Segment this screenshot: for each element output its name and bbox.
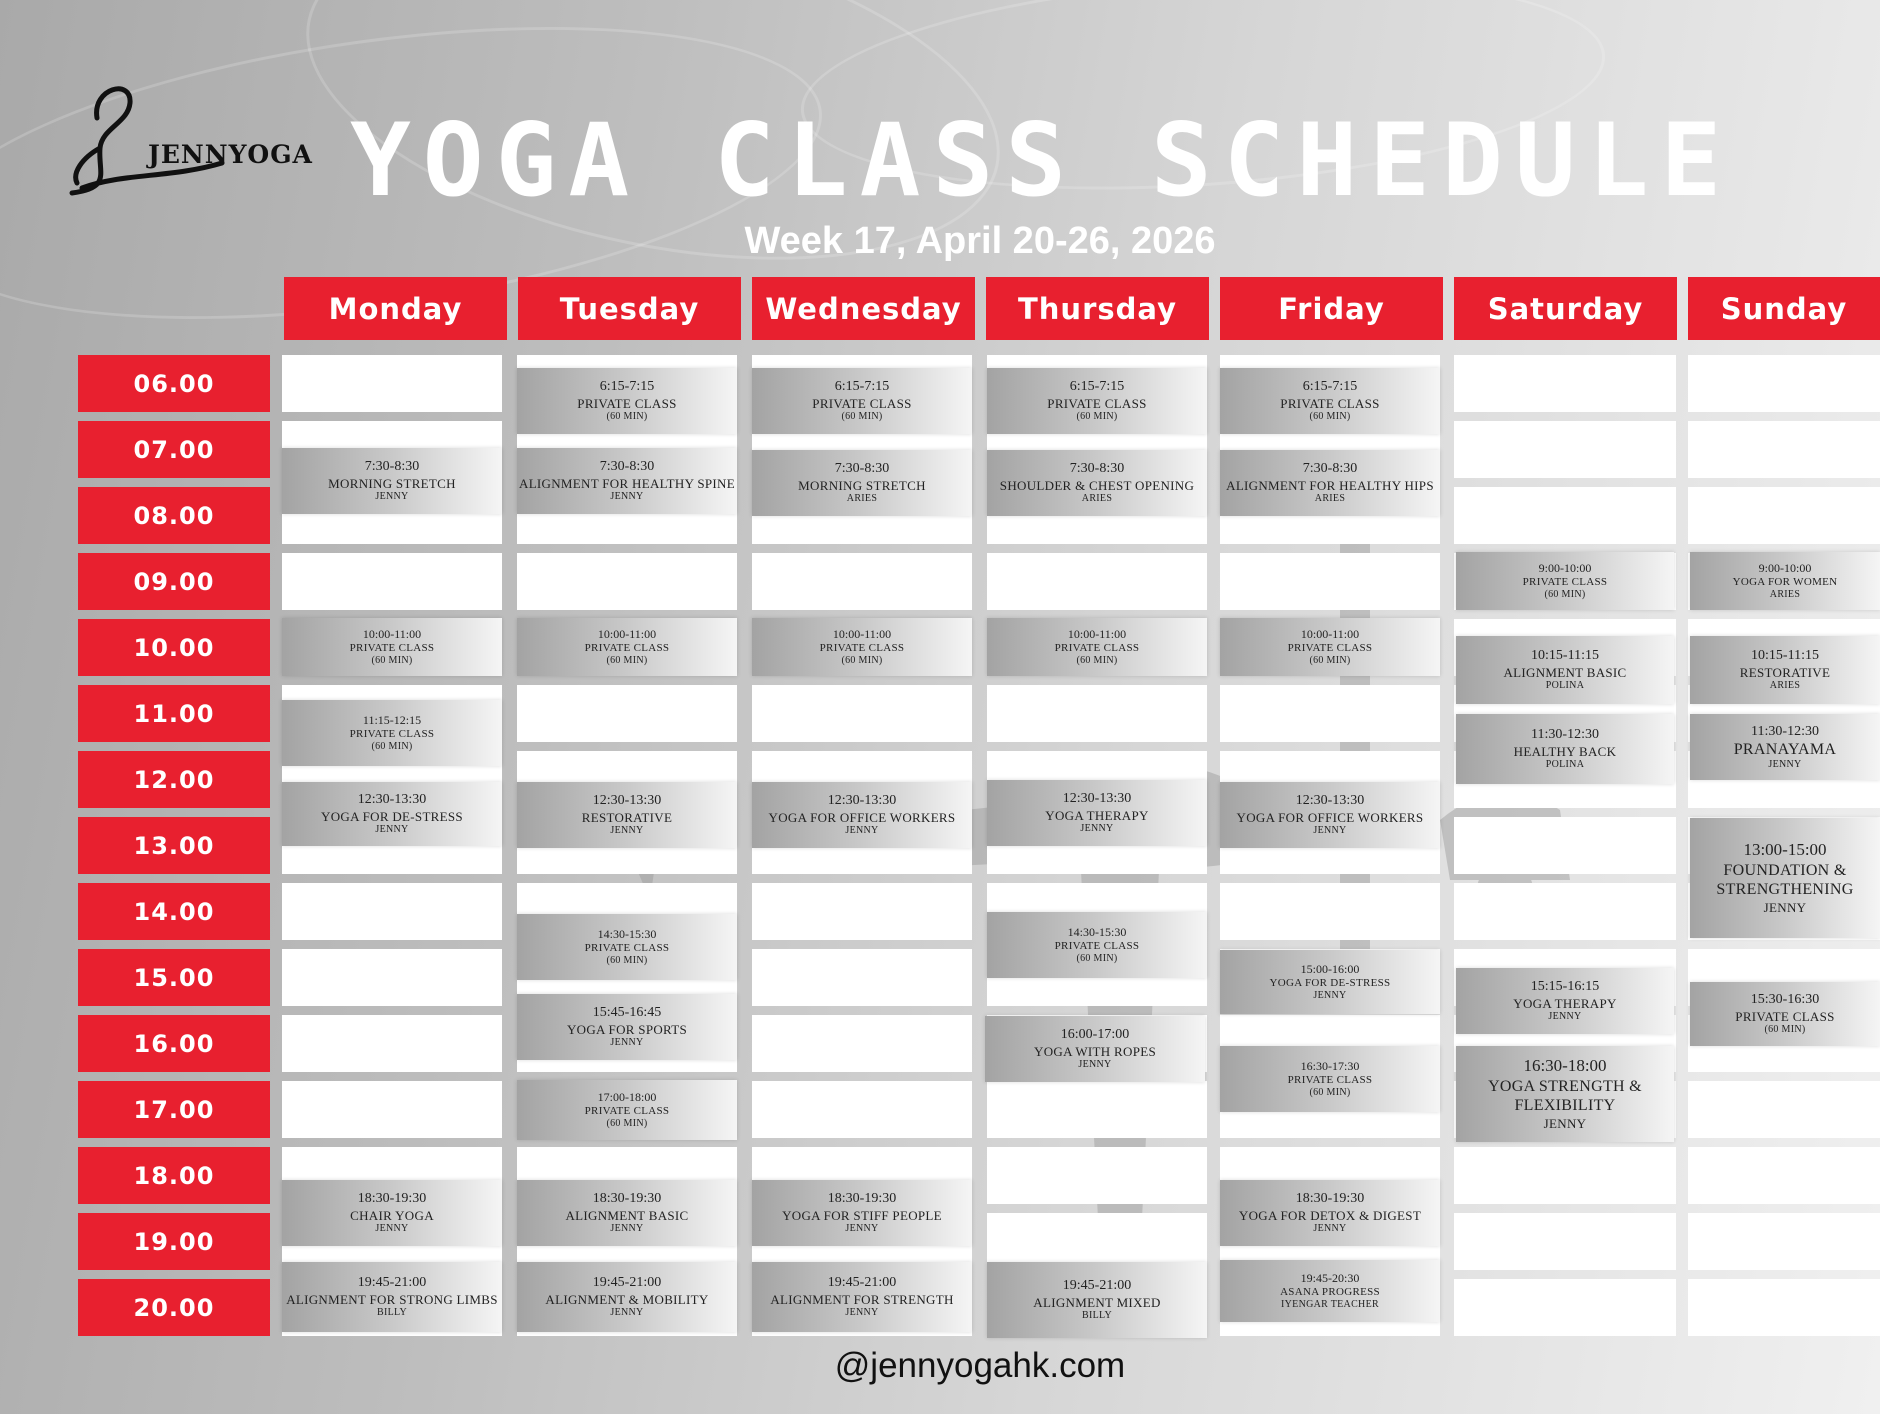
empty-slot [1688, 487, 1880, 544]
class-info: (60 MIN) [1076, 952, 1118, 964]
class-info: (60 MIN) [1764, 1024, 1806, 1036]
time-label: 20.00 [78, 1279, 270, 1336]
time-label: 07.00 [78, 421, 270, 478]
class-time: 14:30-15:30 [1067, 924, 1127, 939]
class-info: JENNY [1080, 823, 1114, 835]
class-block[interactable] [752, 1180, 972, 1246]
class-info: JENNY [1543, 1115, 1587, 1131]
time-label: 08.00 [78, 487, 270, 544]
class-name: ALIGNMENT FOR HEALTHY HIPS [1226, 477, 1434, 493]
class-block[interactable] [752, 618, 972, 676]
class-name: YOGA FOR SPORTS [566, 1021, 688, 1037]
class-block[interactable] [517, 448, 737, 514]
class-time: 10:00-11:00 [597, 626, 657, 641]
day-header-wednesday: Wednesday [752, 277, 975, 340]
empty-slot [1220, 883, 1440, 940]
class-time: 19:45-21:00 [592, 1275, 662, 1291]
class-time: 12:30-13:30 [357, 792, 427, 808]
class-block[interactable] [752, 368, 972, 434]
class-info: (60 MIN) [1076, 411, 1118, 423]
empty-slot [1454, 1147, 1676, 1204]
class-name: ALIGNMENT FOR HEALTHY SPINE [519, 475, 735, 491]
empty-slot [1220, 685, 1440, 742]
class-block[interactable] [1220, 1260, 1440, 1322]
class-name: YOGA STRENGTH & FLEXIBILITY [1488, 1077, 1642, 1115]
time-label: 19.00 [78, 1213, 270, 1270]
class-info: (60 MIN) [371, 740, 413, 752]
class-info: (60 MIN) [841, 411, 883, 423]
class-info: POLINA [1545, 759, 1585, 771]
class-block[interactable] [752, 1262, 972, 1332]
class-time: 10:15-11:15 [1751, 648, 1819, 664]
class-info: JENNY [1768, 759, 1802, 771]
jennyoga-logo [52, 78, 313, 208]
time-label: 06.00 [78, 355, 270, 412]
empty-slot [1688, 355, 1880, 412]
class-name: ALIGNMENT FOR STRENGTH [770, 1291, 954, 1307]
class-info: JENNY [1078, 1059, 1112, 1071]
class-info: BILLY [1082, 1310, 1112, 1322]
class-name: HEALTHY BACK [1513, 743, 1617, 759]
class-name: PRIVATE CLASS [584, 641, 670, 654]
class-info: (60 MIN) [606, 411, 648, 423]
class-time: 15:15-16:15 [1530, 979, 1600, 995]
class-name: ALIGNMENT FOR STRONG LIMBS [286, 1291, 498, 1307]
empty-slot [1454, 883, 1676, 940]
class-block[interactable] [1220, 782, 1440, 848]
class-name: PRIVATE CLASS [1287, 641, 1373, 654]
class-name: RESTORATIVE [1739, 664, 1831, 680]
class-time: 18:30-19:30 [827, 1191, 897, 1207]
class-info: (60 MIN) [606, 1117, 648, 1129]
empty-slot [1454, 1213, 1676, 1270]
time-label: 14.00 [78, 883, 270, 940]
class-info: (60 MIN) [841, 654, 883, 666]
class-time: 10:00-11:00 [1300, 626, 1360, 641]
empty-slot [1454, 817, 1676, 874]
class-info: JENNY [375, 1223, 409, 1235]
class-block[interactable] [1456, 552, 1674, 610]
class-block[interactable] [1456, 1046, 1674, 1142]
class-name: MORNING STRETCH [798, 477, 926, 493]
class-block[interactable] [987, 450, 1207, 516]
class-block[interactable] [282, 1180, 502, 1246]
empty-slot [1454, 1279, 1676, 1336]
class-name: PRANAYAMA [1733, 740, 1837, 758]
class-info: JENNY [610, 491, 644, 503]
class-block[interactable] [517, 618, 737, 676]
class-block[interactable] [1456, 714, 1674, 784]
empty-slot [987, 1147, 1207, 1204]
time-label: 10.00 [78, 619, 270, 676]
day-header-thursday: Thursday [986, 277, 1209, 340]
class-block[interactable] [1220, 950, 1440, 1014]
class-block[interactable] [1456, 968, 1674, 1034]
class-info: (60 MIN) [1309, 1086, 1351, 1098]
week-subtitle: Week 17, April 20-26, 2026 [744, 220, 1216, 262]
class-block[interactable] [1690, 818, 1880, 938]
class-time: 16:30-18:00 [1523, 1056, 1607, 1076]
class-info: JENNY [610, 1037, 644, 1049]
empty-slot [752, 949, 972, 1006]
class-time: 17:00-18:00 [597, 1089, 657, 1104]
class-block[interactable] [987, 368, 1207, 434]
class-name: PRIVATE CLASS [1054, 939, 1140, 952]
class-info: JENNY [1313, 1223, 1347, 1235]
time-label: 13.00 [78, 817, 270, 874]
footer-website[interactable]: @jennyogahk.com [834, 1346, 1126, 1385]
class-info: JENNY [375, 824, 409, 836]
empty-slot [282, 355, 502, 412]
empty-slot [282, 883, 502, 940]
class-time: 7:30-8:30 [599, 459, 655, 475]
class-time: 12:30-13:30 [1062, 791, 1132, 807]
empty-slot [517, 685, 737, 742]
class-block[interactable] [987, 1262, 1207, 1338]
class-time: 19:45-20:30 [1300, 1270, 1360, 1285]
class-info: JENNY [845, 1307, 879, 1319]
class-name: YOGA WITH ROPES [1034, 1043, 1156, 1059]
class-info: JENNY [845, 1223, 879, 1235]
class-time: 10:15-11:15 [1531, 648, 1599, 664]
class-info: IYENGAR TEACHER [1281, 1298, 1379, 1310]
empty-slot [1220, 553, 1440, 610]
empty-slot [282, 1015, 502, 1072]
logo-text: JENNYOGA [148, 140, 313, 169]
class-time: 6:15-7:15 [1302, 379, 1358, 395]
class-block[interactable] [1690, 714, 1880, 780]
class-info: JENNY [610, 1223, 644, 1235]
page-title: YOGA CLASS SCHEDULE [350, 101, 1734, 219]
class-name: PRIVATE CLASS [1287, 1073, 1373, 1086]
empty-slot [987, 1081, 1207, 1138]
class-block[interactable] [517, 1080, 737, 1140]
class-block[interactable] [517, 1180, 737, 1246]
class-name: ALIGNMENT MIXED [1033, 1294, 1161, 1310]
day-header-sunday: Sunday [1688, 277, 1880, 340]
class-name: PRIVATE CLASS [1054, 641, 1140, 654]
class-name: PRIVATE CLASS [577, 395, 677, 411]
empty-slot [1454, 421, 1676, 478]
class-block[interactable] [1220, 1180, 1440, 1246]
class-name: ALIGNMENT BASIC [565, 1207, 689, 1223]
class-name: ASANA PROGRESS [1280, 1285, 1380, 1298]
class-time: 19:45-21:00 [357, 1275, 427, 1291]
class-info: JENNY [1548, 1011, 1582, 1023]
empty-slot [752, 685, 972, 742]
empty-slot [282, 949, 502, 1006]
empty-slot [752, 883, 972, 940]
class-block[interactable] [1220, 368, 1440, 434]
class-time: 10:00-11:00 [362, 626, 422, 641]
class-block[interactable] [282, 448, 502, 514]
class-time: 12:30-13:30 [592, 793, 662, 809]
class-info: (60 MIN) [1076, 654, 1118, 666]
empty-slot [282, 553, 502, 610]
class-block[interactable] [1690, 636, 1880, 704]
time-label: 09.00 [78, 553, 270, 610]
class-name: SHOULDER & CHEST OPENING [999, 477, 1195, 493]
class-time: 7:30-8:30 [364, 459, 420, 475]
class-block[interactable] [1220, 618, 1440, 676]
class-block[interactable] [282, 782, 502, 846]
empty-slot [987, 685, 1207, 742]
day-header-friday: Friday [1220, 277, 1443, 340]
class-name: ALIGNMENT BASIC [1503, 664, 1627, 680]
class-info: (60 MIN) [1544, 588, 1586, 600]
class-name: PRIVATE CLASS [584, 941, 670, 954]
class-name: PRIVATE CLASS [819, 641, 905, 654]
class-block[interactable] [752, 782, 972, 848]
class-info: JENNY [610, 825, 644, 837]
class-info: (60 MIN) [1309, 654, 1351, 666]
class-name: YOGA FOR STIFF PEOPLE [782, 1207, 942, 1223]
class-time: 7:30-8:30 [834, 461, 890, 477]
class-name: YOGA FOR DE-STRESS [321, 808, 463, 824]
empty-slot [1454, 355, 1676, 412]
class-name: FOUNDATION & STRENGTHENING [1716, 861, 1854, 899]
class-info: (60 MIN) [606, 954, 648, 966]
class-block[interactable] [987, 618, 1207, 676]
class-info: BILLY [377, 1307, 407, 1319]
class-block[interactable] [282, 1262, 502, 1332]
class-name: YOGA THERAPY [1045, 807, 1149, 823]
class-info: ARIES [846, 493, 878, 505]
class-name: YOGA FOR OFFICE WORKERS [1236, 809, 1424, 825]
time-label: 18.00 [78, 1147, 270, 1204]
day-header-monday: Monday [284, 277, 507, 340]
class-time: 7:30-8:30 [1302, 461, 1358, 477]
class-time: 15:45-16:45 [592, 1005, 662, 1021]
empty-slot [517, 553, 737, 610]
class-block[interactable] [1220, 450, 1440, 516]
class-name: PRIVATE CLASS [1735, 1008, 1835, 1024]
class-time: 13:00-15:00 [1743, 840, 1827, 860]
empty-slot [1688, 1279, 1880, 1336]
class-info: (60 MIN) [1309, 411, 1351, 423]
class-time: 15:00-16:00 [1300, 961, 1360, 976]
class-time: 10:00-11:00 [1067, 626, 1127, 641]
empty-slot [282, 1081, 502, 1138]
class-time: 6:15-7:15 [834, 379, 890, 395]
class-time: 11:30-12:30 [1751, 723, 1819, 739]
class-name: RESTORATIVE [581, 809, 673, 825]
class-name: YOGA THERAPY [1513, 995, 1617, 1011]
class-info: (60 MIN) [371, 654, 413, 666]
class-time: 11:30-12:30 [1531, 727, 1599, 743]
class-info: POLINA [1545, 680, 1585, 692]
class-info: JENNY [1313, 989, 1347, 1001]
class-name: YOGA FOR DE-STRESS [1269, 976, 1391, 989]
time-label: 12.00 [78, 751, 270, 808]
empty-slot [1688, 1081, 1880, 1138]
class-name: PRIVATE CLASS [1280, 395, 1380, 411]
time-label: 17.00 [78, 1081, 270, 1138]
class-time: 9:00-10:00 [1758, 560, 1812, 575]
empty-slot [752, 553, 972, 610]
empty-slot [1688, 1147, 1880, 1204]
class-name: YOGA FOR DETOX & DIGEST [1238, 1207, 1422, 1223]
time-label: 16.00 [78, 1015, 270, 1072]
class-name: PRIVATE CLASS [812, 395, 912, 411]
class-info: JENNY [845, 825, 879, 837]
time-label: 15.00 [78, 949, 270, 1006]
class-time: 9:00-10:00 [1538, 560, 1592, 575]
class-block[interactable] [517, 994, 737, 1060]
class-block[interactable] [1690, 552, 1880, 610]
empty-slot [1688, 1213, 1880, 1270]
class-block[interactable] [517, 1262, 737, 1332]
time-label: 11.00 [78, 685, 270, 742]
class-time: 18:30-19:30 [592, 1191, 662, 1207]
class-time: 14:30-15:30 [597, 926, 657, 941]
class-name: YOGA FOR OFFICE WORKERS [768, 809, 956, 825]
empty-slot [1688, 421, 1880, 478]
class-block[interactable] [1220, 1046, 1440, 1112]
class-time: 6:15-7:15 [599, 379, 655, 395]
class-name: PRIVATE CLASS [1047, 395, 1147, 411]
class-block[interactable] [985, 1016, 1205, 1082]
day-header-saturday: Saturday [1454, 277, 1677, 340]
class-info: JENNY [1763, 899, 1807, 915]
class-info: ARIES [1769, 680, 1801, 692]
class-block[interactable] [517, 914, 737, 980]
class-block[interactable] [517, 782, 737, 848]
class-name: YOGA FOR WOMEN [1732, 575, 1838, 588]
class-info: JENNY [1313, 825, 1347, 837]
class-info: JENNY [375, 491, 409, 503]
empty-slot [987, 553, 1207, 610]
class-time: 6:15-7:15 [1069, 379, 1125, 395]
class-info: ARIES [1081, 493, 1113, 505]
class-time: 10:00-11:00 [832, 626, 892, 641]
class-block[interactable] [1690, 982, 1880, 1046]
class-block[interactable] [282, 618, 502, 676]
class-time: 7:30-8:30 [1069, 461, 1125, 477]
class-block[interactable] [752, 450, 972, 516]
class-time: 19:45-21:00 [827, 1275, 897, 1291]
class-block[interactable] [282, 700, 502, 766]
empty-slot [752, 1081, 972, 1138]
day-header-tuesday: Tuesday [518, 277, 741, 340]
class-time: 12:30-13:30 [1295, 793, 1365, 809]
class-time: 19:45-21:00 [1062, 1278, 1132, 1294]
empty-slot [1454, 487, 1676, 544]
class-block[interactable] [987, 912, 1207, 978]
class-block[interactable] [1456, 636, 1674, 704]
class-info: JENNY [610, 1307, 644, 1319]
class-time: 15:30-16:30 [1750, 992, 1820, 1008]
class-name: PRIVATE CLASS [1522, 575, 1608, 588]
class-info: (60 MIN) [606, 654, 648, 666]
class-time: 11:15-12:15 [362, 712, 422, 727]
class-info: ARIES [1769, 588, 1801, 600]
class-info: ARIES [1314, 493, 1346, 505]
empty-slot [752, 1015, 972, 1072]
class-name: ALIGNMENT & MOBILITY [545, 1291, 709, 1307]
class-name: CHAIR YOGA [350, 1207, 434, 1223]
class-name: MORNING STRETCH [328, 475, 456, 491]
class-name: PRIVATE CLASS [584, 1104, 670, 1117]
class-time: 16:30-17:30 [1300, 1058, 1360, 1073]
class-time: 18:30-19:30 [1295, 1191, 1365, 1207]
class-name: PRIVATE CLASS [349, 641, 435, 654]
class-block[interactable] [987, 780, 1207, 846]
class-time: 12:30-13:30 [827, 793, 897, 809]
class-block[interactable] [517, 368, 737, 434]
class-time: 18:30-19:30 [357, 1191, 427, 1207]
class-time: 16:00-17:00 [1060, 1027, 1130, 1043]
class-name: PRIVATE CLASS [349, 727, 435, 740]
